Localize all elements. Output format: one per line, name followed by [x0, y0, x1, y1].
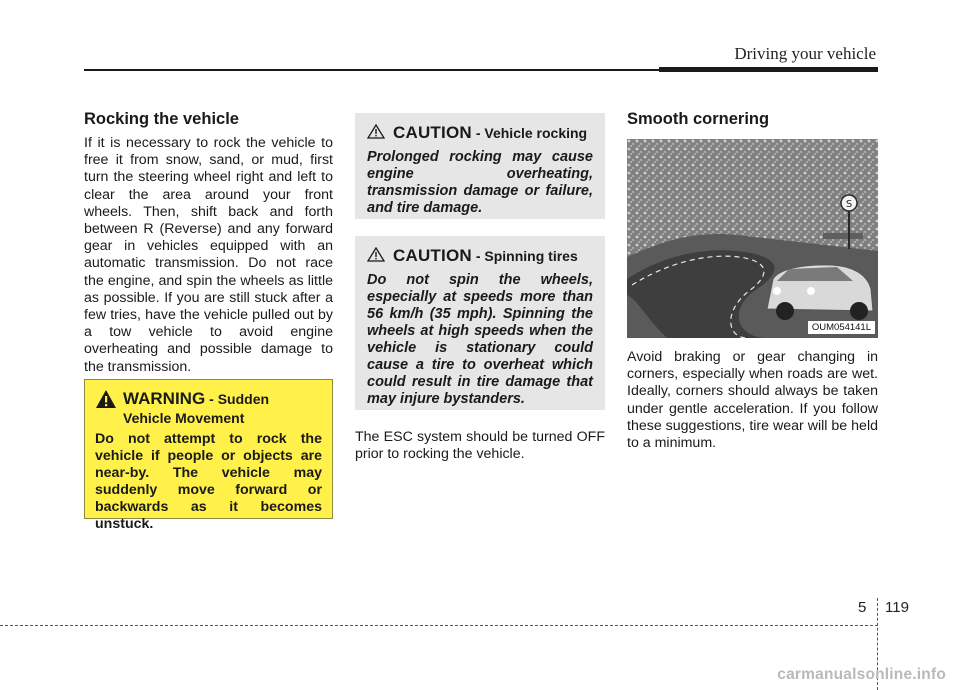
winding-road-illustration: [627, 139, 878, 338]
watermark: carmanualsonline.info: [777, 666, 946, 683]
warning-header: [95, 389, 322, 426]
warning-subtitle: - Sudden: [209, 391, 270, 407]
warning-word: WARNING: [123, 389, 206, 408]
header-title: Driving your vehicle: [734, 44, 876, 63]
caution-rocking-body: Prolonged rocking may cause engine overheating, transmission damage or failure, and tire damage.: [367, 149, 593, 216]
cornering-body: Avoid braking or gear changing in corners, especially when roads are wet. Ideally, corners should always be taken under gentle acceleration. If you follow these suggestions, tire wear will be held to a minimum.: [627, 349, 878, 452]
caution-spinning-body: Do not spin the wheels, especially at speeds more than 56 km/h (35 mph). Spinning the wheels at high speeds when the vehicle is stationary could cause a tire to overheat which could result in tire damage that may injure bystanders.: [367, 272, 593, 407]
svg-text:S: S: [845, 199, 853, 210]
warning-box: [84, 379, 333, 532]
caution-triangle-icon: [367, 124, 385, 139]
warning-triangle-icon: [95, 389, 117, 409]
caution-rocking-header: [367, 123, 593, 143]
caution-spinning-box: [355, 236, 605, 410]
caution-spinning-subtitle: - Spinning tires: [475, 248, 578, 264]
page-number: 119: [885, 599, 909, 616]
warning-subtitle-line2: Vehicle Movement: [123, 410, 245, 426]
caution-rocking-subtitle: - Vehicle rocking: [475, 125, 588, 141]
header-rule: [84, 69, 659, 71]
esc-note: The ESC system should be turned OFF prior to rocking the vehicle.: [355, 429, 605, 463]
caution-spinning-word: CAUTION: [393, 246, 472, 265]
caution-spinning-header: [367, 246, 593, 266]
caution-rocking-box: [355, 113, 605, 219]
header-bar: [659, 67, 878, 72]
rocking-heading: Rocking the vehicle: [84, 110, 239, 128]
rocking-body: If it is necessary to rock the vehicle to free it from snow, sand, or mud, first turn the steering wheel right and left to clear the area around your front wheels. Then, shift back and forth between R (Reverse) and any forward gear in vehicles equipped with an automatic transmission. Do not race the engine, and spin the wheels as little as possible. If you are still stuck after a few tries, have the vehicle pulled out by a tow vehicle to avoid engine overheating and possible damage to the transmission.: [84, 135, 333, 375]
caution-triangle-icon: [367, 247, 385, 262]
caution-rocking-word: CAUTION: [393, 123, 472, 142]
warning-body: Do not attempt to rock the vehicle if people or objects are near-by. The vehicle may suddenly move forward or backwards as it becomes unstuck.: [95, 431, 322, 532]
cornering-heading: Smooth cornering: [627, 110, 770, 128]
cornering-photo: [627, 139, 878, 338]
section-number: 5: [858, 599, 867, 616]
photo-label: OUM054141L: [808, 321, 875, 334]
footer-dashed-line: [0, 625, 878, 626]
